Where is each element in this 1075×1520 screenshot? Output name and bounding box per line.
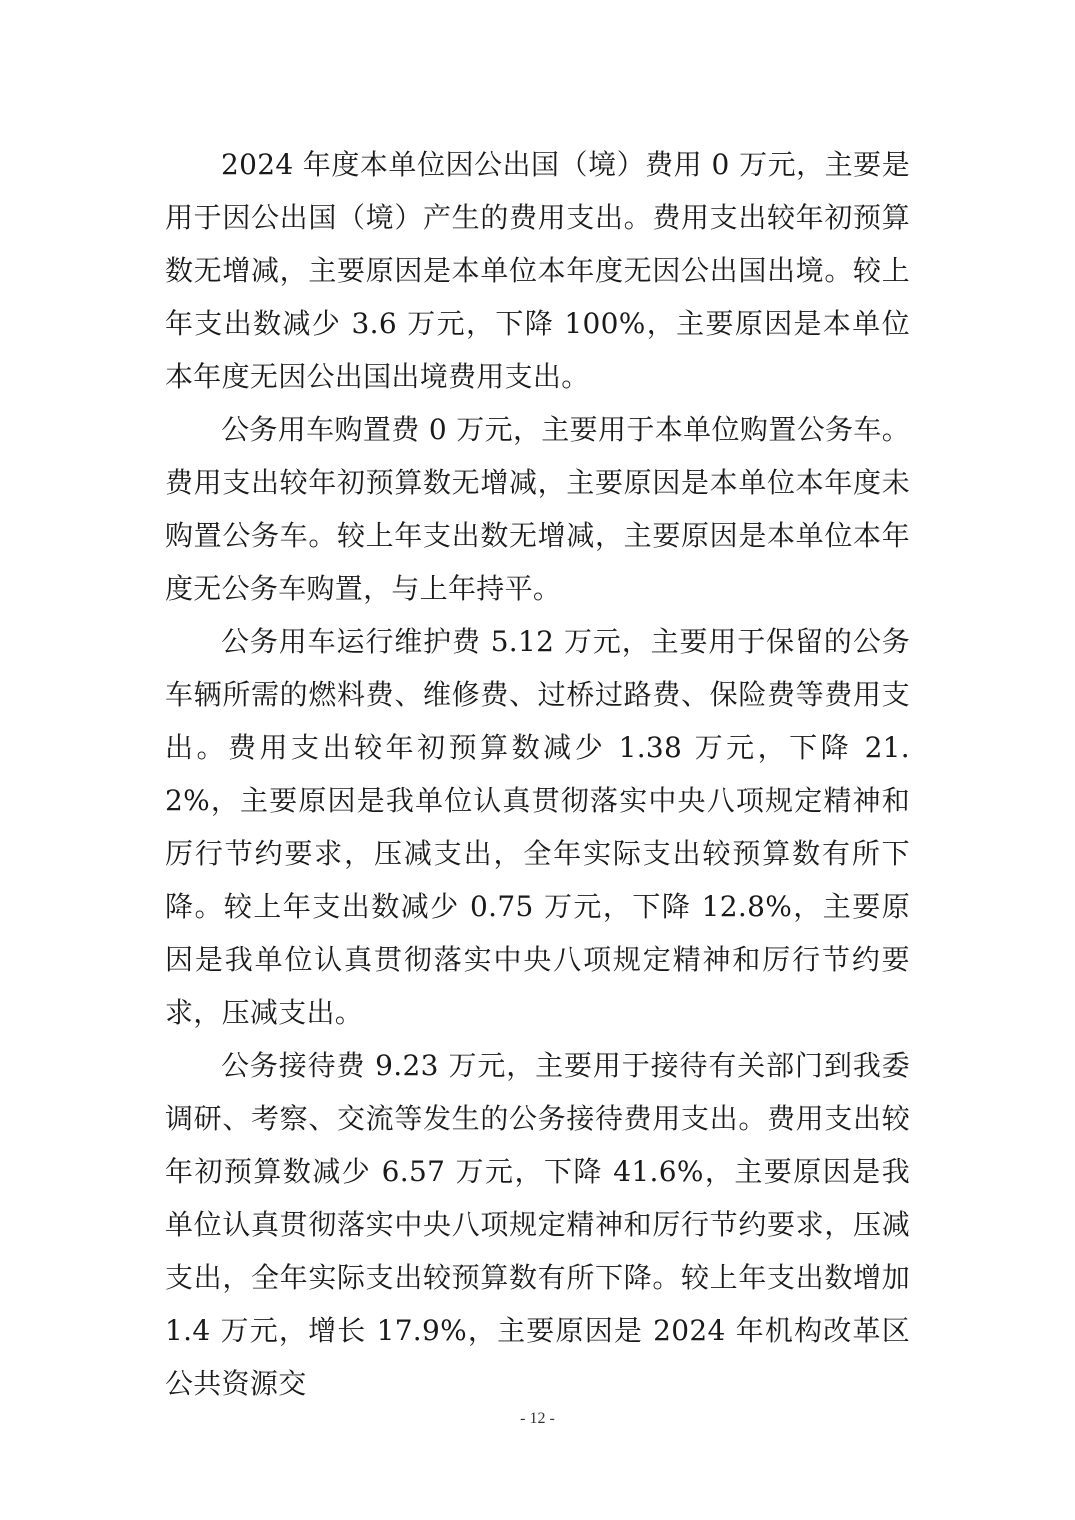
paragraph-official-reception: 公务接待费 9.23 万元，主要用于接待有关部门到我委调研、考察、交流等发生的公务接待费用支出。费用支出较年初预算数减少 6.57 万元，下降 41.6%，主要原因是我单位认真贯彻落实中央八项规定精神和厉行节约要求，压减支出，全年实际支出较预算数有所下降。较上年支出数增加 1.4 万元，增长 17.9%，主要原因是 2024 年机构改革区公共资源交 [165,1049,910,1400]
page-number: - 12 - [520,1410,555,1427]
document-body [165,138,910,1410]
paragraph-vehicle-purchase: 公务用车购置费 0 万元，主要用于本单位购置公务车。费用支出较年初预算数无增减，主要原因是本单位本年度未购置公务车。较上年支出数无增减，主要原因是本单位本年度无公务车购置，与上年持平。 [165,413,910,605]
paragraph-vehicle-maintenance: 公务用车运行维护费 5.12 万元，主要用于保留的公务车辆所需的燃料费、维修费、过桥过路费、保险费等费用支出。费用支出较年初预算数减少 1.38 万元，下降 21.2%，主要原因是我单位认真贯彻落实中央八项规定精神和厉行节约要求，压减支出，全年实际支出较预算数有所下降。较上年支出数减少 0.75 万元，下降 12.8%，主要原因是我单位认真贯彻落实中央八项规定精神和厉行节约要求，压减支出。 [165,625,910,1029]
paragraph-overseas-travel: 2024 年度本单位因公出国（境）费用 0 万元，主要是用于因公出国（境）产生的费用支出。费用支出较年初预算数无增减，主要原因是本单位本年度无因公出国出境。较上年支出数减少 3.6 万元，下降 100%，主要原因是本单位本年度无因公出国出境费用支出。 [165,148,910,393]
